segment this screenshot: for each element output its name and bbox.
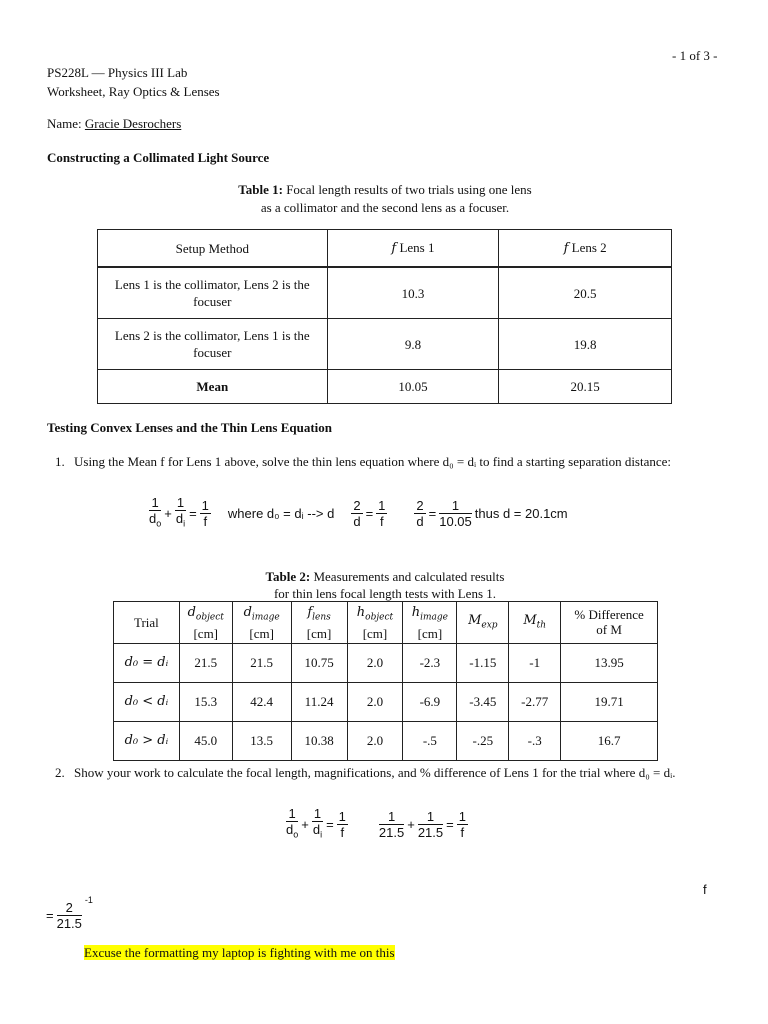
table1-caption — [170, 181, 600, 217]
note-text: Excuse the formatting my laptop is fighting with me on this — [84, 945, 395, 960]
equation-3 — [46, 894, 93, 931]
q2-text: Show your work to calculate the focal length, magnifications, and % difference of Lens 1 for the trial where d₀ = dᵢ. — [74, 765, 676, 780]
eq3-exponent: -1 — [84, 894, 93, 905]
q1-text: Using the Mean f for Lens 1 above, solve the thin lens equation where d₀ = dᵢ to find a starting separation distance: — [74, 454, 672, 469]
table2-mexp-cell: -1.15 — [457, 643, 509, 682]
q1-number: 1. — [55, 454, 65, 469]
equation-1: $\frac{1}{d_o}$ + $\frac{1}{d_i}$ = $\frac{1}{f}$ where d₀ = dᵢ --> d $\frac{2}{d}$ = $\frac{1}{f}$ $\frac{2}{d}$ = $\frac{1}{10.05}$ thus d = 20.1cm — [149, 495, 568, 532]
table1-header-row — [98, 230, 672, 268]
table2-flens-cell: 10.75 — [291, 643, 347, 682]
table2-header-trial: Trial — [114, 602, 180, 644]
table2-dobject-cell: 21.5 — [179, 643, 232, 682]
table2-caption-line2: for thin lens focal length tests with Lens 1. — [273, 586, 497, 601]
frac-1-f-b: $\frac{1}{f}$ — [378, 497, 386, 529]
table2-mexp-cell: -.25 — [457, 721, 509, 760]
table1-method-cell: Lens 2 is the collimator, Lens 1 is the focuser — [98, 319, 328, 370]
table2-header-pct: % Difference of M — [561, 602, 658, 644]
table2-pct-cell: 16.7 — [561, 721, 658, 760]
frac-1-do-2: $\frac{1}{d_o}$ — [286, 806, 299, 840]
table2-himage-cell: -6.9 — [403, 682, 457, 721]
table1-caption-line2: as a collimator and the second lens as a focuser. — [260, 200, 510, 215]
table2-himage-cell: -.5 — [403, 721, 457, 760]
table1-caption-label: Table 1: — [238, 182, 283, 197]
question-1 — [55, 452, 731, 471]
table2-header-himage: $h_{image}$ [cm] — [403, 602, 457, 644]
table2-trial-cell: d₀ > dᵢ — [114, 721, 180, 760]
table1-header-setup: Setup Method — [98, 230, 328, 268]
name-value: Gracie Desrochers — [84, 116, 182, 131]
table2-header-dobject: $d_{object}$ [cm] — [179, 602, 232, 644]
course-title: PS228L — Physics III Lab — [47, 65, 188, 80]
section-title-collimated: Constructing a Collimated Light Source — [47, 150, 270, 165]
table2-pct-cell: 19.71 — [561, 682, 658, 721]
table2-caption-label: Table 2: — [265, 569, 311, 584]
name-label: Name: — [47, 116, 82, 131]
table1-lens1-cell: 9.8 — [327, 319, 499, 370]
table1-header-lens1: f Lens 1 — [327, 230, 499, 268]
table-row — [114, 643, 658, 682]
table1-header-lens2: f Lens 2 — [499, 230, 672, 268]
table2-mexp-cell: -3.45 — [457, 682, 509, 721]
worksheet-title: Worksheet, Ray Optics & Lenses — [47, 84, 220, 99]
table2-flens-cell: 11.24 — [291, 682, 347, 721]
frac-2-d-b: $\frac{2}{d}$ — [416, 497, 424, 529]
table2-header-mth: $M_{th}$ — [509, 602, 561, 644]
table2-trial-cell: d₀ = dᵢ — [114, 643, 180, 682]
table2-caption — [220, 568, 550, 602]
frac-1-f-2: $\frac{1}{f}$ — [338, 808, 346, 840]
table1 — [97, 229, 672, 404]
q2-number: 2. — [55, 765, 65, 780]
name-line — [47, 114, 181, 133]
eq1-where-text: where d₀ = dᵢ --> d — [227, 505, 335, 521]
table1-mean-lens1: 10.05 — [327, 370, 499, 404]
frac-1-f: $\frac{1}{f}$ — [201, 497, 209, 529]
table1-mean-label: Mean — [98, 370, 328, 404]
table1-lens2-cell: 19.8 — [499, 319, 672, 370]
table2-header-dimage: $d_{image}$ [cm] — [232, 602, 291, 644]
table2-hobject-cell: 2.0 — [347, 682, 403, 721]
table2-mth-cell: -2.77 — [509, 682, 561, 721]
frac-2-over-value: $\frac{2}{21.5}$ — [56, 900, 82, 931]
eq2-f-right: f — [703, 882, 707, 897]
table1-mean-lens2: 20.15 — [499, 370, 672, 404]
frac-1-value-b: $\frac{1}{21.5}$ — [417, 808, 444, 840]
table-row — [98, 319, 672, 370]
frac-1-di-2: $\frac{1}{d_i}$ — [312, 806, 323, 840]
equation-2: $\frac{1}{d_o}$ + $\frac{1}{d_i}$ = $\frac{1}{f}$ $\frac{1}{21.5}$ + $\frac{1}{21.5}$ = $\frac{1}{f}$ — [286, 806, 468, 843]
table-row — [98, 267, 672, 319]
eq1-thus-text: thus d = 20.1cm — [474, 505, 568, 521]
table1-lens1-cell: 10.3 — [327, 267, 499, 319]
frac-1-f-3: $\frac{1}{f}$ — [458, 808, 466, 840]
frac-1-mean: $\frac{1}{10.05}$ — [439, 497, 472, 529]
table-row — [114, 721, 658, 760]
frac-1-di: $\frac{1}{d_i}$ — [175, 495, 186, 529]
table1-mean-row — [98, 370, 672, 404]
table2-dimage-cell: 21.5 — [232, 643, 291, 682]
table2-dobject-cell: 45.0 — [179, 721, 232, 760]
table2-dimage-cell: 13.5 — [232, 721, 291, 760]
frac-2-d: $\frac{2}{d}$ — [353, 497, 361, 529]
table2-hobject-cell: 2.0 — [347, 721, 403, 760]
table2-pct-cell: 13.95 — [561, 643, 658, 682]
table2-dimage-cell: 42.4 — [232, 682, 291, 721]
eq3-equals: = — [46, 908, 54, 923]
table2-header-flens: $f_{lens}$ [cm] — [291, 602, 347, 644]
page-number: - 1 of 3 - — [672, 48, 718, 63]
table1-method-cell: Lens 1 is the collimator, Lens 2 is the focuser — [98, 267, 328, 319]
table2-trial-cell: d₀ < dᵢ — [114, 682, 180, 721]
table2-himage-cell: -2.3 — [403, 643, 457, 682]
highlighted-note — [84, 945, 395, 961]
table2-header-mexp: $M_{exp}$ — [457, 602, 509, 644]
table2-caption-line1: Measurements and calculated results — [313, 569, 505, 584]
frac-1-do: $\frac{1}{d_o}$ — [149, 495, 162, 529]
section-title-thin-lens: Testing Convex Lenses and the Thin Lens Equation — [47, 420, 333, 435]
table2 — [113, 601, 658, 761]
table2-mth-cell: -1 — [509, 643, 561, 682]
table2-mth-cell: -.3 — [509, 721, 561, 760]
frac-1-value-a: $\frac{1}{21.5}$ — [378, 808, 405, 840]
table-row — [114, 682, 658, 721]
table2-dobject-cell: 15.3 — [179, 682, 232, 721]
table1-caption-line1: Focal length results of two trials using one lens — [286, 182, 532, 197]
table1-lens2-cell: 20.5 — [499, 267, 672, 319]
table2-flens-cell: 10.38 — [291, 721, 347, 760]
table2-hobject-cell: 2.0 — [347, 643, 403, 682]
question-2 — [55, 763, 731, 782]
table2-header-hobject: $h_{object}$ [cm] — [347, 602, 403, 644]
table2-header-row — [114, 602, 658, 644]
